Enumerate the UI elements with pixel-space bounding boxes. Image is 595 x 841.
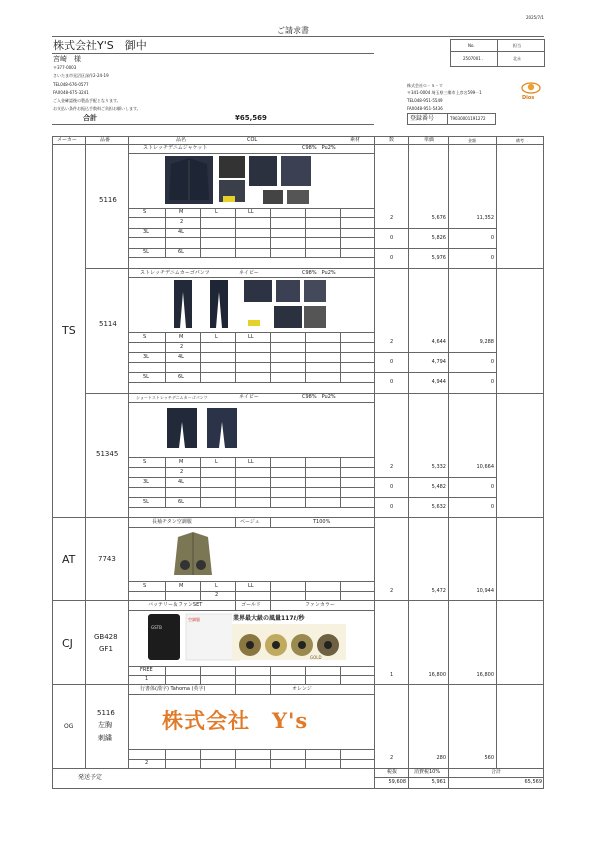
- item1-material: C98% Pu2%: [302, 145, 336, 151]
- embroidery-sample: 株式会社 Y's: [162, 708, 309, 733]
- item6-qty: 2: [390, 755, 394, 761]
- item5-code-2: GF1: [99, 645, 113, 653]
- item2-color: ネイビー: [239, 270, 259, 276]
- ship-date-label: 発送予定: [78, 774, 103, 781]
- item5-color: ゴールド: [241, 602, 261, 608]
- item1-size-m: M: [179, 209, 184, 215]
- item2-price-3: 4,944: [431, 379, 446, 385]
- item4-size-m: M: [179, 583, 184, 589]
- item2-price-2: 4,794: [431, 359, 446, 365]
- item4-color: ベージュ: [240, 519, 260, 525]
- item1-size-ll: LL: [248, 209, 254, 215]
- item3-qty-2: 0: [390, 484, 394, 490]
- item1-qty-2: 0: [390, 235, 394, 241]
- customer-address: さいたま市見沼区深作2-24-19: [53, 73, 109, 78]
- item4-price: 5,472: [431, 588, 446, 594]
- col-color: COL: [247, 137, 258, 143]
- fan-brand: 空調服: [188, 617, 200, 622]
- item1-size-4l: 4L: [178, 229, 184, 235]
- item3-material: C98% Pu2%: [302, 394, 336, 400]
- customer-tel: TEL048-676-0577: [53, 82, 89, 87]
- item2-size-s: S: [143, 334, 147, 340]
- item3-price: 5,332: [431, 464, 446, 470]
- item2-size-l: L: [215, 334, 218, 340]
- jacket-image: [163, 154, 313, 206]
- item1-amount-2: 0: [490, 235, 494, 241]
- doc-number: 2507001 .: [463, 56, 484, 61]
- payment-note-1: ご入金確認後の製品手配となります。: [53, 98, 121, 103]
- item3-code: 51345: [96, 450, 119, 458]
- item4-name: 長袖チタン空調服: [152, 519, 192, 525]
- no-label: No.: [468, 43, 475, 48]
- subtotal-label: 税抜: [387, 769, 398, 775]
- item3-size-m: M: [179, 459, 184, 465]
- col-amount: 金額: [468, 138, 476, 143]
- col-material: 素材: [350, 137, 361, 143]
- col-notes: 備考: [516, 138, 524, 143]
- customer-zip: 〒377-0003: [53, 65, 77, 70]
- col-qty: 数: [389, 137, 395, 143]
- issuer-address: 〒341-0004 埼玉県三郷市上彦名599－1: [407, 90, 482, 95]
- total-amount: ¥65,569: [235, 114, 267, 122]
- item4-size-ll: LL: [248, 583, 254, 589]
- item2-material: C98% Pu2%: [302, 270, 336, 276]
- item6-code-2: 左胸: [98, 721, 112, 729]
- item1-qty-m: 2: [180, 219, 184, 225]
- item6-name: 行書体(漢字) Tahoma (英字): [140, 686, 206, 692]
- item1-price-3: 5,976: [431, 255, 446, 261]
- item3-size-6l: 6L: [178, 499, 184, 505]
- item1-name: ストレッチデニムジャケット: [143, 145, 208, 151]
- item3-size-s: S: [143, 459, 147, 465]
- item2-size-6l: 6L: [178, 374, 184, 380]
- item2-name: ストレッチデニムカーゴパンツ: [140, 270, 210, 276]
- item6-qty-sub: 2: [145, 760, 149, 766]
- item1-size-6l: 6L: [178, 249, 184, 255]
- item5-name: バッテリー＆ファンSET: [148, 602, 203, 608]
- item4-amount: 10,944: [476, 588, 494, 594]
- item2-size-4l: 4L: [178, 354, 184, 360]
- item1-size-l: L: [215, 209, 218, 215]
- customer-name: 株式会社Y'S 御中: [53, 39, 147, 52]
- customer-person: 宮崎 様: [53, 55, 81, 63]
- item3-name: ショートストレッチデニムカーゴパンツ: [136, 395, 208, 400]
- item2-amount: 9,288: [479, 339, 494, 345]
- fan-jacket-image: [168, 529, 218, 579]
- contact-label: 担当: [513, 43, 521, 48]
- issuer-fax: FAX048-951-5436: [407, 106, 443, 111]
- item5-qty: 1: [390, 672, 394, 678]
- item1-amount-3: 0: [490, 255, 494, 261]
- item1-price-2: 5,826: [431, 235, 446, 241]
- item2-size-ll: LL: [248, 334, 254, 340]
- item3-size-l: L: [215, 459, 218, 465]
- item5-qty-free: 1: [145, 676, 149, 682]
- item3-size-4l: 4L: [178, 479, 184, 485]
- item4-size-l: L: [215, 583, 218, 589]
- item5-price: 16,800: [428, 672, 446, 678]
- item1-qty-3: 0: [390, 255, 394, 261]
- issuer-name: 株式会社Ｇ・Ｓ・Ｔ: [407, 83, 443, 88]
- item2-amount-2: 0: [490, 359, 494, 365]
- maker-og: OG: [64, 723, 74, 730]
- item3-amount: 10,664: [476, 464, 494, 470]
- item4-code: 7743: [98, 555, 116, 563]
- grand-total-value: 65,569: [524, 779, 542, 785]
- subtotal-value: 59,608: [388, 779, 406, 785]
- issue-date: 2025/7/1: [526, 15, 544, 20]
- item3-size-5l: 5L: [143, 499, 149, 505]
- contact-person: 北永: [513, 56, 521, 61]
- item2-qty-3: 0: [390, 379, 394, 385]
- item2-size-5l: 5L: [143, 374, 149, 380]
- battery-brand: GSTB: [151, 625, 162, 630]
- item5-size-free: FREE: [140, 667, 153, 673]
- item3-qty-m: 2: [180, 469, 184, 475]
- item4-qty: 2: [390, 588, 394, 594]
- col-code: 品番: [100, 137, 111, 143]
- item3-price-3: 5,632: [431, 504, 446, 510]
- item4-material: T100%: [313, 519, 331, 525]
- col-maker: メーカー: [57, 137, 77, 143]
- item6-amount: 560: [484, 755, 494, 761]
- item3-qty-3: 0: [390, 504, 394, 510]
- item1-size-s: S: [143, 209, 147, 215]
- payment-note-2: お支払い条件お振込手数料ご負担お願いします。: [53, 106, 141, 111]
- item1-code: 5116: [99, 196, 117, 204]
- short-pants-image: [165, 404, 240, 454]
- item2-size-3l: 3L: [143, 354, 149, 360]
- cargo-pants-image: [170, 278, 330, 332]
- item5-code-1: GB428: [94, 633, 118, 641]
- tax-value: 5,961: [431, 779, 446, 785]
- item6-code-1: 5116: [97, 709, 115, 717]
- item3-price-2: 5,482: [431, 484, 446, 490]
- tax-label: 消費税10%: [414, 769, 441, 775]
- maker-at: AT: [62, 553, 76, 566]
- item3-size-3l: 3L: [143, 479, 149, 485]
- item2-qty: 2: [390, 339, 394, 345]
- item3-amount-2: 0: [490, 484, 494, 490]
- item4-qty-l: 2: [215, 592, 219, 598]
- fan-title: 業界最大級の風量117ℓ/秒: [233, 615, 305, 622]
- item3-qty: 2: [390, 464, 394, 470]
- issuer-tel: TEL048-951-5549: [407, 98, 443, 103]
- item1-qty: 2: [390, 215, 394, 221]
- item2-code: 5114: [99, 320, 117, 328]
- item4-size-s: S: [143, 583, 147, 589]
- gold-tag: GOLD: [310, 655, 322, 660]
- item2-qty-m: 2: [180, 344, 184, 350]
- maker-ts: TS: [62, 324, 76, 337]
- maker-cj: CJ: [62, 637, 73, 650]
- customer-fax: FAX048-675-3241: [53, 90, 89, 95]
- dios-logo-text: Dios: [522, 95, 535, 101]
- item6-price: 280: [436, 755, 446, 761]
- item2-amount-3: 0: [490, 379, 494, 385]
- item3-color: ネイビー: [239, 394, 259, 400]
- item2-price: 4,644: [431, 339, 446, 345]
- item6-code-3: 刺繍: [98, 734, 112, 742]
- item5-material: ファンカラー: [305, 602, 335, 608]
- col-name: 品名: [176, 137, 187, 143]
- item1-price: 5,676: [431, 215, 446, 221]
- item6-color: オレンジ: [292, 686, 312, 692]
- registration-label: 登録番号: [410, 115, 435, 122]
- registration-number: T9030001191272: [450, 116, 486, 121]
- item1-amount: 11,352: [476, 215, 494, 221]
- document-title: ご請求書: [277, 26, 309, 35]
- item2-qty-2: 0: [390, 359, 394, 365]
- item2-size-m: M: [179, 334, 184, 340]
- dios-logo-icon: [518, 79, 544, 95]
- total-label: 合計: [83, 114, 97, 122]
- item3-size-ll: LL: [248, 459, 254, 465]
- item5-amount: 16,800: [476, 672, 494, 678]
- grand-total-label: 合計: [491, 769, 502, 775]
- item1-size-5l: 5L: [143, 249, 149, 255]
- col-price: 単価: [424, 137, 435, 143]
- item1-size-3l: 3L: [143, 229, 149, 235]
- item3-amount-3: 0: [490, 504, 494, 510]
